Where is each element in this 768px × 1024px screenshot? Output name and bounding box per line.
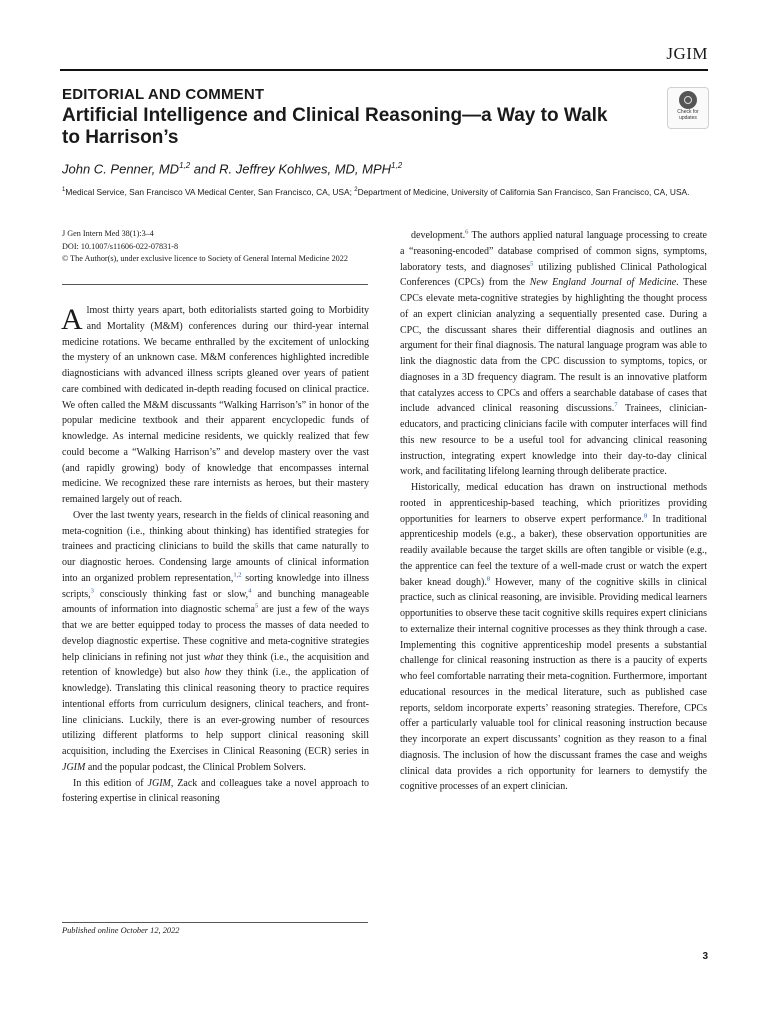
section-label: EDITORIAL AND COMMENT <box>62 86 265 103</box>
paragraph <box>62 303 369 508</box>
text-run: they think (i.e., the application of knowledge). Translating this clinical reasoning theory to practice requires intentional efforts from curriculum designers, clinical teachers, and front-line clinicians. Luckily, there is an ever-growing number of resources utilizing different platforms to help support clinical reasoning skill acquisition, including the Exercises in Clinical Reasoning (ECR) series in <box>62 667 370 757</box>
author-affil-mark: 1,2 <box>179 161 191 170</box>
text-run: consciously thinking fast or slow, <box>93 588 249 600</box>
affiliation-text: Medical Service, San Francisco VA Medical Center, San Francisco, CA, USA; <box>65 186 355 197</box>
published-date: Published online October 12, 2022 <box>62 926 180 935</box>
text-run: sorting knowledge into illness scripts, <box>62 572 369 600</box>
italic-text: what <box>203 651 224 663</box>
text-run: However, many of the cognitive skills in clinical practice, such as clinical reasoning, are invisible. Providing medical learners opportunities to observe these tacit cognitive skills requires expert clinicians to externalize their internal cognitive processes as they think through a case. Implementing this cognitive apprenticeship model presents a substantial challenge for clinical reasoning instruction as there is a paucity of experts who feel comfortable narrating their meta-cognition. Furthermore, important educational resources in the medical literature, such as published case reports, seldom incorporate experts’ reasoning strategies. Therefore, CPCs offer a particularly valuable tool for clinical reasoning instruction because they incorporate an expert discussants’ cognition as they reason to a final diagnosis. The inclusion of how the discussant frames the case and weighs clinical data provides a rich opportunity for learners to demystify the cognitive processes of an expert clinician. <box>400 576 707 793</box>
drop-cap: A <box>61 303 83 336</box>
reference-link[interactable]: 1,2 <box>233 571 242 579</box>
italic-text: JGIM <box>147 777 171 789</box>
reference-link[interactable]: 8 <box>486 575 491 583</box>
article-title: Artificial Intelligence and Clinical Reasoning—a Way to Walk to Harrison’s <box>62 105 608 148</box>
text-run: and bunching manageable amounts of information into diagnostic schema <box>62 588 369 616</box>
text-run: are just a few of the ways that we are better equipped today to process the masses of data needed to develop diagnostic expertise. These cognitive and meta-cognitive strategies help clinicians in refining not just <box>62 604 370 663</box>
text-run: development. <box>411 230 466 241</box>
paragraph <box>400 228 707 480</box>
text-run: they think (i.e., the acquisition and retention of knowledge) but also <box>62 651 370 679</box>
author-separator: and <box>190 161 220 177</box>
body-column-right <box>400 228 707 795</box>
author-list <box>62 161 402 176</box>
doi[interactable]: DOI: 10.1007/s11606-022-07831-8 <box>62 241 179 251</box>
text-run: Trainees, clinician-educators, and practicing clinicians facile with computer interfaces will find this new resource to be a useful tool for advancing clinical reasoning instruction, integrating expert knowledge into their day-to-day clinical work, and facilitating lifelong learning through deliberate practice. <box>400 403 707 478</box>
paragraph <box>400 480 707 795</box>
text-run: lmost thirty years apart, both editorialists started going to Morbidity and Mortality (M&M) conferences during our third-year internal medicine rotations. We became enthralled by the excitement of unlocking the mystery of an unknown case. M&M conferences highlighted incredible diagnosticians with advanced illness scripts gleaned over years of patient care combined with dedicated in-depth reading focused on clinical practice. We often called the M&M discussants “Walking Harrison’s” in honor of the popular medicine textbook and their apparent encyclopedic funds of knowledge. As internal medicine residents, we quickly realized that few could become a “Walking Harrison’s” and develop mastery over the vast (and rapidly growing) body of knowledge that encompasses internal medicine. We recognized these rare internists as heroes, but their mastery remained largely out of reach. <box>62 305 369 505</box>
copyright: © The Author(s), under exclusive licence to Society of General Internal Medicine 2022 <box>62 254 348 264</box>
affiliation-mark: 2 <box>354 187 358 193</box>
text-run: In traditional apprenticeship models (e.g., a baker), these observation opportunities are readily available because the target skills are often tangible or visible (e.g., the apprentice can feel the texture of a well-made crust or watch the expert baker knead dough). <box>400 513 707 588</box>
author-name: John C. Penner, MD <box>62 161 180 177</box>
italic-text: JGIM <box>62 761 86 773</box>
text-run: . These CPCs elevate meta-cognitive strategies by highlighting the thought process of an expert clinician analyzing a sequentially presented case. During a CPC, the discussant shares their differential diagnosis and outlines an argument for their final diagnosis. The natural language program was able to link the diagnostic data from the CPC discussion to symptoms, topics, or diagnoses in a 3D frequency diagram. The result is an innovative platform that catalyzes access to CPCs and offers a searchable database of cases that include advanced clinical reasoning discussions. <box>400 277 707 415</box>
badge-line1: Check for <box>677 109 699 115</box>
reference-link[interactable]: 5 <box>530 260 534 268</box>
reference-link[interactable]: 3 <box>90 587 94 595</box>
italic-text: New England Journal of Medicine <box>529 277 677 289</box>
italic-text: how <box>204 667 222 679</box>
author-name: R. Jeffrey Kohlwes, MD, MPH <box>219 161 392 177</box>
text-run: utilizing published Clinical Pathological Conferences (CPCs) from the <box>400 261 707 289</box>
body-column-left <box>62 303 369 807</box>
author-affil-mark: 1,2 <box>391 161 403 170</box>
paragraph <box>62 776 369 808</box>
footer-rule <box>62 922 368 923</box>
paragraph <box>62 508 369 776</box>
affiliation-text: Department of Medicine, University of California San Francisco, San Francisco, CA, USA. <box>357 186 690 197</box>
reference-link[interactable]: 8 <box>643 512 648 520</box>
reference-link[interactable]: 5 <box>254 602 259 610</box>
metadata-rule <box>62 284 368 285</box>
affiliations <box>62 184 712 199</box>
text-run: In this edition of <box>73 777 148 789</box>
article-metadata <box>62 228 372 266</box>
text-run: Over the last twenty years, research in the fields of clinical reasoning and meta-cognition (i.e., thinking about thinking) has identified strategies for trainees and practicing clinicians to build the skills that came naturally to our diagnostic heroes. Condensing large amounts of clinical information into an organized problem representation, <box>62 509 369 584</box>
text-run: , Zack and colleagues take a novel approach to fostering expertise in clinical reasoning <box>62 777 369 805</box>
affiliation-mark: 1 <box>62 187 66 193</box>
citation: J Gen Intern Med 38(1):3–4 <box>62 229 154 238</box>
journal-name: JGIM <box>666 44 708 63</box>
badge-line2: updates <box>679 114 697 121</box>
text-run: and the popular podcast, the Clinical Problem Solvers. <box>85 761 306 773</box>
check-for-updates-badge[interactable] <box>667 87 709 129</box>
check-updates-icon <box>679 91 697 109</box>
page-number: 3 <box>702 951 708 962</box>
header-rule <box>60 69 708 71</box>
reference-link[interactable]: 7 <box>614 401 618 409</box>
text-run: The authors applied natural language processing to create a “reasoning-encoded” database comprised of common signs, symptoms, laboratory tests, and diagnoses <box>400 230 707 273</box>
reference-link[interactable]: 4 <box>248 587 252 595</box>
reference-link[interactable]: 6 <box>465 228 469 236</box>
text-run: Historically, medical education has drawn on instructional methods rooted in apprenticeship-based teaching, which prioritizes providing opportunities for learners to observe expert performance. <box>400 482 707 525</box>
